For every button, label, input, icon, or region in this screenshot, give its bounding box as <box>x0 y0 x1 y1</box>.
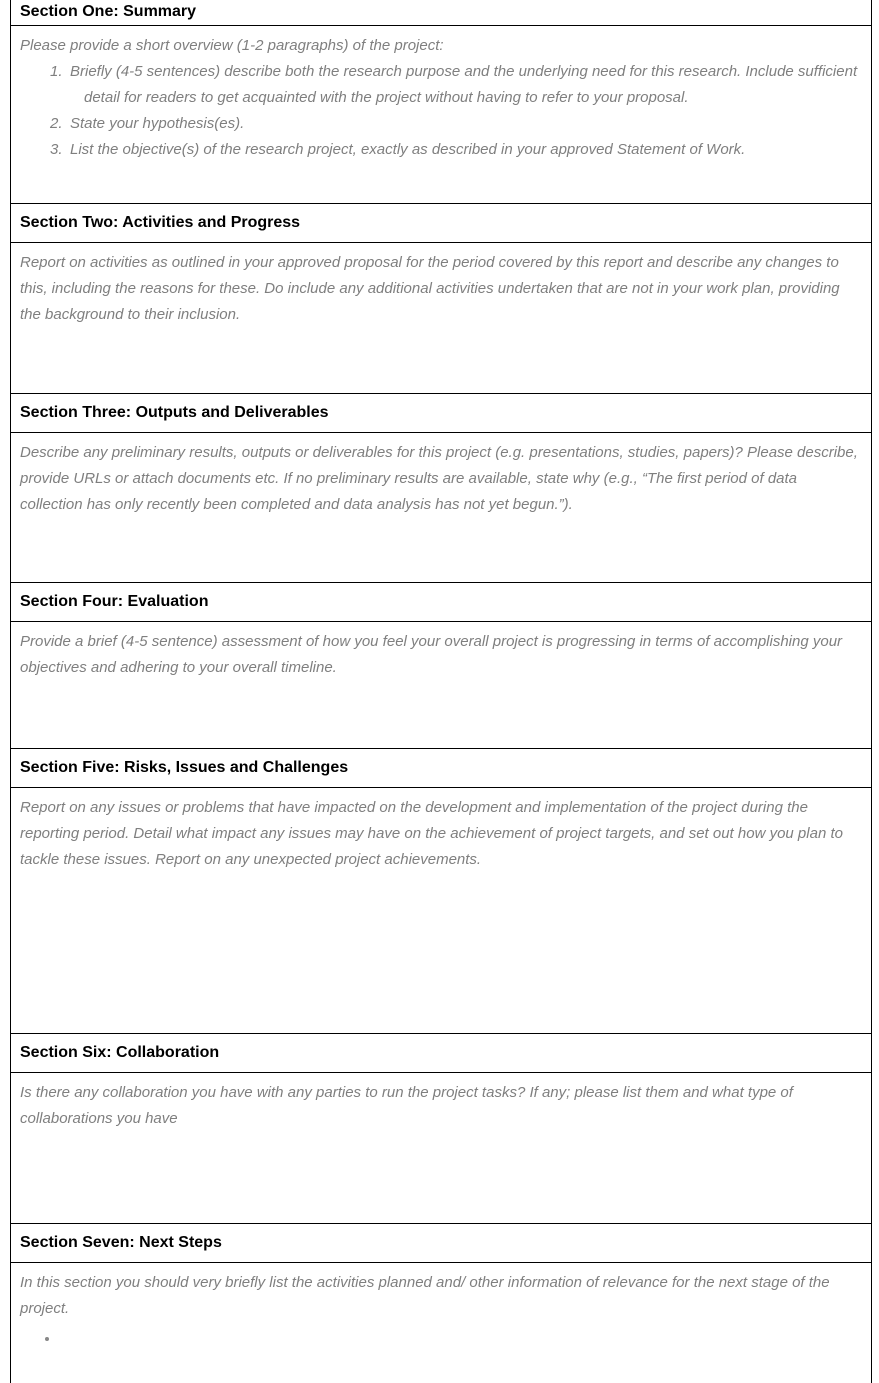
section-seven-instructions: In this section you should very briefly list the activities planned and/ other information of relevance for the next stage of the project. <box>20 1274 830 1317</box>
section-two-instructions: Report on activities as outlined in your approved proposal for the period covered by this report and describe any changes to this, including the reasons for these. Do include any additional activities undertaken that are not in your work plan, providing the background to their inclusion. <box>20 254 840 323</box>
section-two-body[interactable] <box>11 243 871 394</box>
section-five-header <box>11 749 871 788</box>
section-two-header <box>11 204 871 243</box>
section-four-header <box>11 583 871 622</box>
list-item: 1. Briefly (4-5 sentences) describe both the research purpose and the underlying need for this research. Include sufficient detail for readers to get acquainted with the project without having to refer to your proposal. <box>50 63 858 106</box>
section-one-header <box>11 0 871 26</box>
section-six-title: Section Six: Collaboration <box>20 1044 220 1061</box>
list-item: 3. List the objective(s) of the research project, exactly as described in your approved Statement of Work. <box>50 141 746 158</box>
section-seven-header <box>11 1224 871 1263</box>
section-five-body[interactable] <box>11 788 871 1034</box>
section-two-title: Section Two: Activities and Progress <box>20 214 301 231</box>
section-three-header <box>11 394 871 433</box>
section-one-list <box>20 59 862 163</box>
section-six-header <box>11 1034 871 1073</box>
report-form <box>10 0 872 1383</box>
section-three-instructions: Describe any preliminary results, outputs or deliverables for this project (e.g. presentations, studies, papers)? Please describe, provide URLs or attach documents etc. If no preliminary results are available, state why (e.g., “The first period of data collection has only recently been completed and data analysis has not yet begun.”). <box>20 444 858 513</box>
section-six-instructions: Is there any collaboration you have with any parties to run the project tasks? If any; please list them and what type of collaborations you have <box>20 1084 793 1127</box>
section-four-body[interactable] <box>11 622 871 749</box>
list-item: 2. State your hypothesis(es). <box>50 115 245 132</box>
section-seven-body[interactable] <box>11 1263 871 1383</box>
section-five-title: Section Five: Risks, Issues and Challenges <box>20 759 349 776</box>
section-three-body[interactable] <box>11 433 871 583</box>
section-one-title: Section One: Summary <box>20 2 197 20</box>
section-five-instructions: Report on any issues or problems that have impacted on the development and implementation of the project during the reporting period. Detail what impact any issues may have on the achievement of project targets, and set out how you plan to tackle these issues. Report on any unexpected project achievements. <box>20 799 843 868</box>
section-one-body[interactable] <box>11 26 871 204</box>
section-six-body[interactable] <box>11 1073 871 1224</box>
section-seven-title: Section Seven: Next Steps <box>20 1234 222 1251</box>
section-four-instructions: Provide a brief (4-5 sentence) assessment of how you feel your overall project is progressing in terms of accomplishing your objectives and adhering to your overall timeline. <box>20 633 843 676</box>
bullet-icon <box>45 1337 49 1341</box>
section-one-intro: Please provide a short overview (1-2 paragraphs) of the project: <box>20 37 444 54</box>
section-four-title: Section Four: Evaluation <box>20 593 209 610</box>
section-three-title: Section Three: Outputs and Deliverables <box>20 404 329 421</box>
